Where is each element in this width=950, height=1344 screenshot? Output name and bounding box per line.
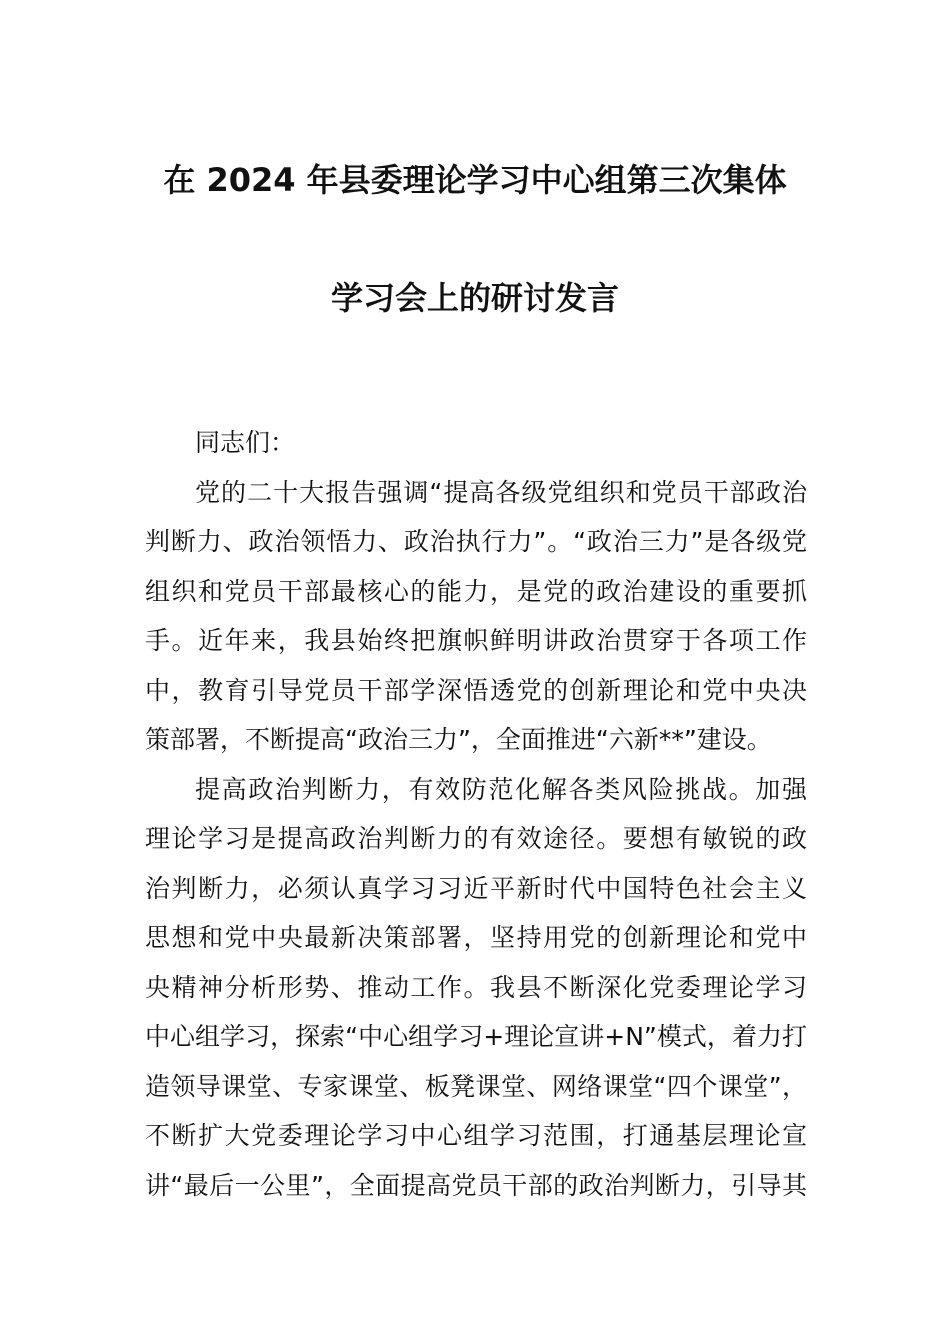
paragraph-1-line: 策部署，不断提高“政治三力”，全面推进“六新**”建设。 <box>145 725 772 754</box>
paragraph-2-line: 理论学习是提高政治判断力的有效途径。要想有敏锐的政 <box>145 824 807 853</box>
paragraph-1-line: 判断力、政治领悟力、政治执行力”。“政治三力”是各级党 <box>145 527 807 556</box>
document-body <box>145 418 807 1210</box>
paragraph-2-line: 提高政治判断力，有效防范化解各类风险挑战。加强 <box>195 774 807 804</box>
paragraph-2-line: 央精神分析形势、推动工作。我县不断深化党委理论学习 <box>145 972 807 1002</box>
paragraph-1-line: 组织和党员干部最核心的能力，是党的政治建设的重要抓 <box>145 576 807 606</box>
paragraph-2-line: 中心组学习，探索“中心组学习+理论宣讲+N”模式，着力打 <box>145 1022 807 1051</box>
salutation: 同志们： <box>195 428 296 457</box>
paragraph-1-line: 党的二十大报告强调“提高各级党组织和党员干部政治 <box>195 477 807 507</box>
paragraph-2-line: 不断扩大党委理论学习中心组学习范围，打通基层理论宣 <box>145 1121 807 1150</box>
paragraph-2-line: 思想和党中央最新决策部署，坚持用党的创新理论和党中 <box>145 923 807 952</box>
paragraph-2-line: 造领导课堂、专家课堂、板凳课堂、网络课堂“四个课堂”， <box>145 1071 807 1101</box>
paragraph-1-line: 手。近年来，我县始终把旗帜鲜明讲政治贯穿于各项工作 <box>145 626 807 655</box>
document-title-line-2: 学习会上的研讨发言 <box>330 279 619 317</box>
paragraph-2-line: 治判断力，必须认真学习习近平新时代中国特色社会主义 <box>145 873 807 903</box>
paragraph-2-line: 讲“最后一公里”，全面提高党员干部的政治判断力，引导其 <box>145 1170 807 1200</box>
paragraph-1-line: 中，教育引导党员干部学深悟透党的创新理论和党中央决 <box>145 675 807 705</box>
document-title-line-1: 在 2024 年县委理论学习中心组第三次集体 <box>163 161 787 199</box>
